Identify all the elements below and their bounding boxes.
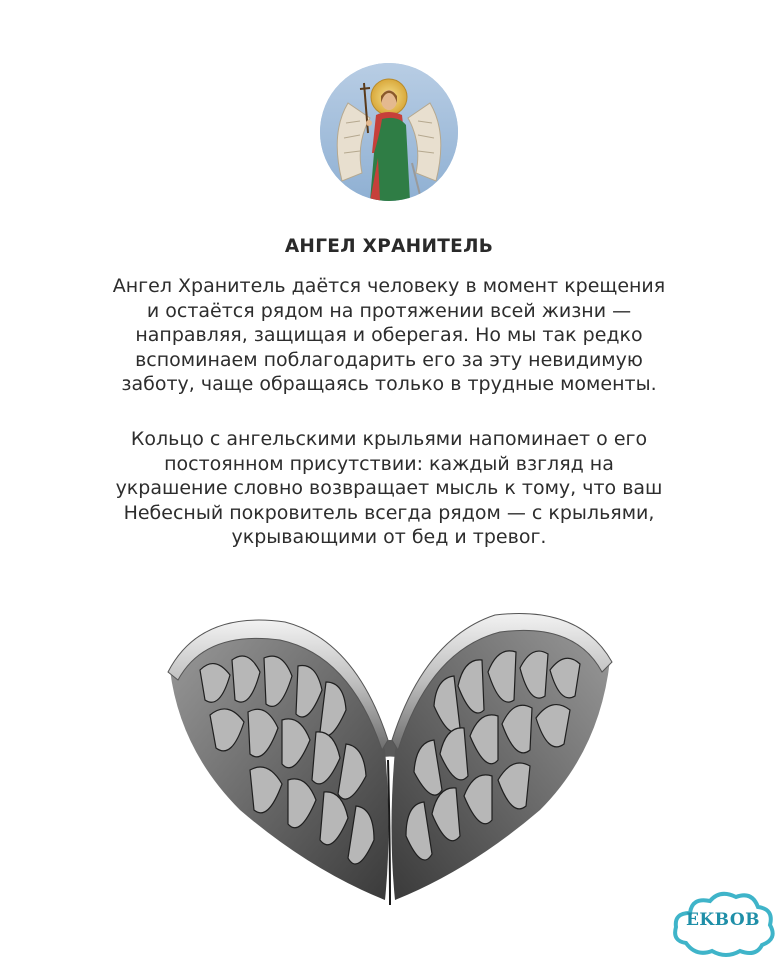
paragraph-line: укрывающими от бед и тревог.	[231, 526, 547, 548]
logo-text: EKBOB	[685, 910, 761, 930]
paragraph-line: заботу, чаще обращаясь только в трудные моменты.	[121, 373, 657, 395]
paragraph-line: вспоминаем поблагодарить его за эту невидимую	[135, 348, 643, 371]
page-title: АНГЕЛ ХРАНИТЕЛЬ	[284, 236, 494, 257]
description-paragraph-1	[60, 274, 718, 397]
paragraph-line: Ангел Хранитель даётся человеку в момент крещения	[112, 275, 666, 297]
paragraph-line: и остаётся рядом на протяжении всей жизни —	[146, 299, 632, 322]
paragraph-line: постоянном присутствии: каждый взгляд на	[164, 452, 614, 475]
ekbob-logo	[668, 883, 778, 960]
description-paragraph-2	[60, 427, 718, 550]
paragraph-line: Небесный покровитель всегда рядом — с крыльями,	[123, 501, 655, 524]
paragraph-line: украшение словно возвращает мысль к тому, что ваш	[115, 477, 663, 499]
paragraph-line: направляя, защищая и оберегая. Но мы так редко	[135, 324, 643, 346]
paragraph-line: Кольцо с ангельскими крыльями напоминает о его	[130, 428, 648, 450]
angel-icon-image	[320, 63, 458, 201]
wing-ring-image	[160, 600, 620, 920]
